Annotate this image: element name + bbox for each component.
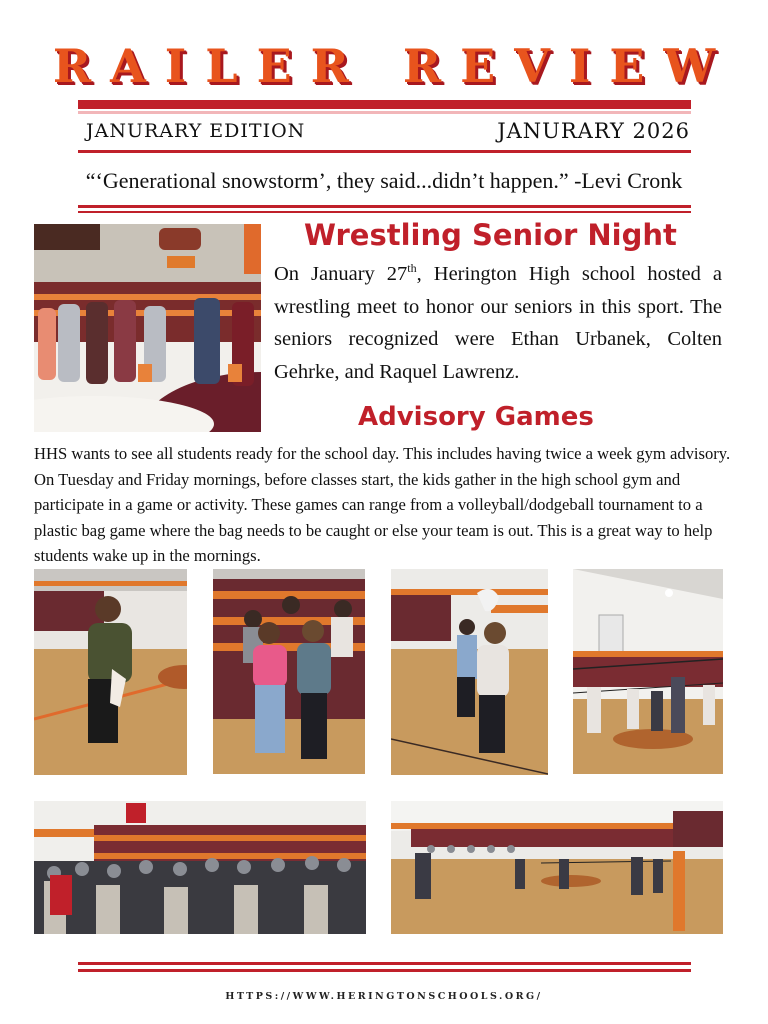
advisory-photo — [34, 569, 187, 775]
date-ordinal-suffix: th — [407, 261, 417, 276]
wrestling-article-text — [274, 258, 722, 388]
advisory-headline: Advisory Games — [358, 402, 594, 432]
divider-bar — [78, 205, 691, 208]
wrestling-text-rest: , Herington High school hosted a wrestling meet to honor our seniors in this sport. The seniors recognized were Ethan Urbanek, Colten Gehrke, and Raquel Lawrenz. — [274, 263, 722, 383]
wrestling-text-start: On January 27 — [274, 263, 408, 285]
wrestling-senior-night-photo — [34, 224, 261, 432]
advisory-photo — [213, 569, 365, 774]
divider-bar — [78, 150, 691, 153]
newsletter-title: RAILER REVIEW — [52, 39, 735, 93]
header-quote: “‘Generational snowstorm’, they said...didn’t happen.” -Levi Cronk — [85, 168, 683, 193]
advisory-photo — [391, 801, 723, 934]
school-website-url: HTTPS://WWW.HERINGTONSCHOOLS.ORG/ — [225, 991, 543, 1002]
divider-bar — [78, 962, 691, 965]
advisory-photo — [391, 569, 548, 775]
issue-date: JANURARY 2026 — [497, 119, 690, 143]
divider-bar — [78, 100, 691, 109]
advisory-article-text: HHS wants to see all students ready for the school day. This includes having twice a week gym advisory. On Tuesday and Friday mornings, before classes start, the kids gather in the high school gym and participate in a game or activity. These games can range from a volleyball/dodgeball tournament to a plastic bag game where the bag needs to be caught or else your team is out. This is a great way to help students wake up in the mornings. — [34, 444, 731, 566]
divider-bar — [78, 211, 691, 213]
divider-bar — [78, 969, 691, 972]
wrestling-headline: Wrestling Senior Night — [304, 218, 677, 252]
advisory-photo — [573, 569, 723, 774]
divider-bar — [78, 111, 691, 114]
edition-label: JANURARY EDITION — [86, 120, 306, 142]
advisory-photo — [34, 801, 366, 934]
